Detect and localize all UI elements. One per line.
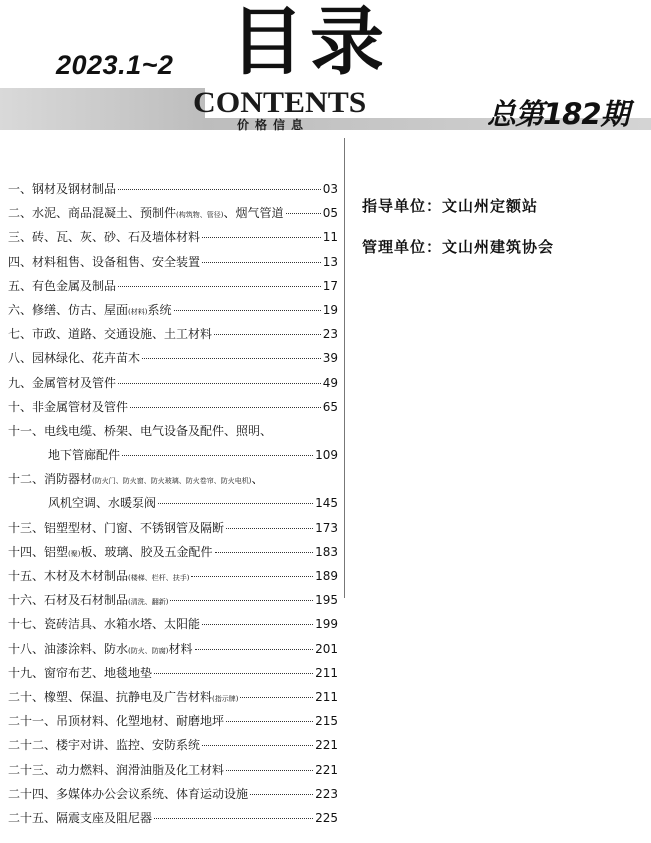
contents-subtitle: 价格信息 — [237, 118, 310, 132]
toc-page-number: 65 — [322, 399, 338, 414]
toc-entry-label: 二十五、隔震支座及阻尼器 — [8, 810, 153, 825]
toc-entry-label: 八、园林绿化、花卉苗木 — [8, 351, 141, 366]
toc-entry[interactable] — [8, 349, 338, 373]
toc-entry[interactable] — [8, 180, 338, 204]
toc-entry-label: 风机空调、水暖泵阀 — [48, 496, 157, 511]
toc-page-number: 189 — [315, 569, 338, 583]
toc-page-number: 05 — [322, 206, 338, 221]
toc-entry-label: 十三、铝塑型材、门窗、不锈钢管及隔断 — [8, 520, 225, 535]
toc-entry[interactable] — [8, 591, 338, 615]
toc-entry-label: 二十、橡塑、保温、抗静电及广告材料(指示牌) — [8, 689, 239, 704]
toc-leader-dots — [240, 697, 313, 698]
toc-leader-dots — [142, 358, 321, 359]
toc-entry-label: 六、修缮、仿古、屋面(材料)系统 — [8, 302, 172, 317]
toc-entry[interactable] — [8, 422, 338, 446]
toc-leader-dots — [214, 334, 321, 335]
toc-page-number: 109 — [315, 448, 338, 463]
toc-entry-label: 二、水泥、商品混凝土、预制件(构筑物、管径)、烟气管道 — [8, 206, 284, 221]
toc-entry-note: (指示牌) — [212, 694, 239, 703]
toc-leader-dots — [170, 600, 313, 601]
toc-leader-dots — [174, 310, 321, 311]
toc-page-number: 145 — [315, 496, 338, 511]
toc-entry-note: (材料) — [128, 307, 148, 316]
toc-leader-dots — [154, 673, 313, 674]
toc-entry[interactable] — [8, 688, 338, 712]
toc-leader-dots — [202, 237, 321, 238]
toc-page-number: 11 — [322, 230, 338, 245]
toc-page-number: 221 — [315, 762, 338, 777]
toc-entry[interactable] — [8, 785, 338, 809]
toc-entry-note: (防火门、防火窗、防火玻璃、防火卷帘、防火电机) — [92, 477, 252, 486]
toc-page-number: 211 — [315, 665, 338, 680]
page-title: 目录 — [230, 0, 390, 85]
toc-leader-dots — [158, 503, 313, 504]
toc-entry-label: 十六、石材及石材制品(清洗、翻新) — [8, 593, 169, 608]
toc-entry[interactable] — [8, 736, 338, 760]
toc-entry-label: 十四、铝塑(聚)板、玻璃、胶及五金配件 — [8, 544, 213, 559]
issue-date: 2023.1~2 — [56, 50, 174, 80]
toc-leader-dots — [195, 649, 314, 650]
toc-entry-note: (聚) — [68, 549, 81, 558]
toc-entry[interactable] — [8, 325, 338, 349]
toc-page-number: 211 — [315, 689, 338, 704]
toc-leader-dots — [250, 794, 313, 795]
toc-entry-label: 十八、油漆涂料、防水(防火、防腐)材料 — [8, 641, 193, 656]
toc-leader-dots — [226, 770, 313, 771]
toc-entry[interactable] — [8, 543, 338, 567]
toc-entry[interactable] — [8, 615, 338, 639]
toc-entry[interactable] — [8, 640, 338, 664]
toc-leader-dots — [202, 624, 313, 625]
toc-leader-dots — [202, 262, 321, 263]
contents-wordmark: CONTENTS — [193, 86, 367, 119]
toc-entry-label: 十五、木材及木材制品(楼梯、栏杆、扶手) — [8, 569, 190, 583]
toc-entry-label: 十、非金属管材及管件 — [8, 399, 129, 414]
toc-entry-label: 二十三、动力燃料、润滑油脂及化工材料 — [8, 762, 225, 777]
toc-entry-note: (防火、防腐) — [128, 646, 169, 655]
toc-entry-label: 五、有色金属及制品 — [8, 278, 117, 293]
toc-leader-dots — [122, 455, 313, 456]
toc-page-number: 03 — [322, 182, 338, 196]
toc-page-number: 183 — [315, 544, 338, 559]
toc-page-number: 39 — [322, 351, 338, 366]
toc-page-number: 49 — [322, 375, 338, 390]
toc-entry[interactable] — [8, 809, 338, 833]
toc-entry[interactable] — [8, 277, 338, 301]
toc-entry[interactable] — [8, 761, 338, 785]
toc-page-number: 199 — [315, 617, 338, 632]
toc-entry-label: 十九、窗帘布艺、地毯地垫 — [8, 665, 153, 680]
table-of-contents — [8, 180, 338, 833]
toc-page-number: 215 — [315, 714, 338, 729]
toc-page-number: 13 — [322, 254, 338, 269]
toc-entry-note: (构筑物、管径) — [176, 211, 224, 220]
toc-entry-label: 十一、电线电缆、桥架、电气设备及配件、照明、 — [8, 423, 273, 438]
toc-entry[interactable] — [8, 664, 338, 688]
toc-leader-dots — [202, 745, 313, 746]
toc-page-number: 23 — [322, 327, 338, 342]
toc-entry-label: 一、钢材及钢材制品 — [8, 182, 117, 196]
toc-entry-label: 三、砖、瓦、灰、砂、石及墙体材料 — [8, 230, 201, 245]
toc-leader-dots — [191, 576, 313, 577]
header-band — [0, 88, 205, 130]
toc-entry-label: 二十一、吊顶材料、化塑地材、耐磨地坪 — [8, 714, 225, 729]
toc-entry[interactable] — [8, 253, 338, 277]
toc-leader-dots — [118, 286, 321, 287]
toc-entry-note: (楼梯、栏杆、扶手) — [128, 574, 190, 582]
toc-entry[interactable] — [8, 446, 338, 470]
toc-entry-label: 十二、消防器材(防火门、防火窗、防火玻璃、防火卷帘、防火电机)、 — [8, 472, 264, 487]
manage-unit: 管理单位：文山州建筑协会 — [362, 238, 555, 256]
issue-number: 总第182期 — [487, 97, 629, 131]
toc-entry[interactable] — [8, 470, 338, 494]
toc-entry-label: 七、市政、道路、交通设施、土工材料 — [8, 327, 213, 342]
toc-entry-label: 二十二、楼宇对讲、监控、安防系统 — [8, 738, 201, 753]
toc-page-number: 17 — [322, 278, 338, 293]
toc-leader-dots — [226, 528, 313, 529]
toc-entry[interactable] — [8, 567, 338, 591]
toc-leader-dots — [118, 189, 321, 190]
column-divider — [344, 138, 345, 598]
toc-leader-dots — [130, 407, 321, 408]
toc-entry[interactable] — [8, 398, 338, 422]
toc-page-number: 19 — [322, 302, 338, 317]
toc-entry-label: 十七、瓷砖洁具、水箱水塔、太阳能 — [8, 617, 201, 632]
toc-entry-note: (清洗、翻新) — [128, 598, 169, 607]
toc-entry-label: 九、金属管材及管件 — [8, 375, 117, 390]
toc-page-number: 195 — [315, 593, 338, 608]
toc-page-number: 221 — [315, 738, 338, 753]
toc-page-number: 225 — [315, 810, 338, 825]
toc-entry-label: 四、材料租售、设备租售、安全装置 — [8, 254, 201, 269]
toc-leader-dots — [215, 552, 314, 553]
toc-entry-label: 地下管廊配件 — [48, 448, 121, 463]
toc-entry[interactable] — [8, 519, 338, 543]
toc-leader-dots — [286, 213, 321, 214]
guide-unit: 指导单位：文山州定额站 — [362, 197, 539, 215]
toc-entry[interactable] — [8, 374, 338, 398]
toc-leader-dots — [118, 383, 321, 384]
toc-entry[interactable] — [8, 204, 338, 228]
toc-page-number: 223 — [315, 786, 338, 801]
toc-entry[interactable] — [8, 712, 338, 736]
toc-entry-label: 二十四、多媒体办公会议系统、体育运动设施 — [8, 786, 249, 801]
toc-leader-dots — [226, 721, 313, 722]
toc-page-number: 201 — [315, 641, 338, 656]
toc-entry[interactable] — [8, 228, 338, 252]
toc-leader-dots — [154, 818, 313, 819]
toc-page-number: 173 — [315, 520, 338, 535]
toc-entry[interactable] — [8, 301, 338, 325]
toc-entry[interactable] — [8, 494, 338, 518]
